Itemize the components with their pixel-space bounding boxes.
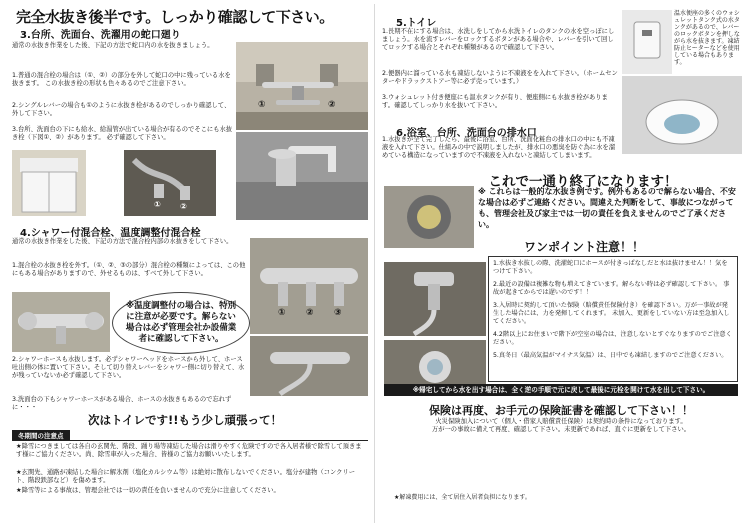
photo-label-6: ②: [306, 308, 314, 318]
photo-label-2: ②: [328, 100, 336, 110]
one-point-heading: ワンポイント注意！！: [523, 240, 644, 254]
one-point-item-5: 5.真冬日（最高気温がマイナス気温）は、日中でも凍結しますのでご注意ください。: [493, 352, 728, 359]
section-6-heading: 6.浴室、台所、洗面台の排水口: [396, 128, 537, 139]
section-4-step-3: 3.洗面台の下もシャワーホースがある場合、ホースの水抜きもあるので忘れずに・・・: [12, 396, 232, 412]
faucet-photo-1: [236, 42, 368, 130]
one-point-item-3: 3.入居時に契約して頂いた保険（賠償責任保険付き）を確認下さい。万が一事故が発生した場合には、力を発揮してくれます。 未加入、更新をしていない方は至急加入してください。: [493, 302, 730, 325]
section-5-step-2: 2.便器内に溜っている水も凍結しないように不凍液をを入れて下さい。（ホームセンターやドラックストアー等に必ず売っています。）: [382, 70, 618, 86]
one-point-item-2: 2.最近の設備は複雑な物も増えてきています。解らない時は必ず確認して下さい。 事故が起きてからでは遅いのです！！: [493, 281, 730, 296]
section-3-step-1: 1.普通の混合栓の場合は（①、②）の部分を外して蛇口の中に残っている水を抜きます。 この水抜き栓の形状も色々あるのでご注意下さい。: [12, 72, 231, 88]
under-sink-valves-image: [124, 150, 216, 216]
photo-label-4: ②: [180, 202, 187, 211]
shower-mixer-image: [12, 292, 110, 352]
main-title: 完全水抜き後半です。しっかり確認して下さい。: [16, 8, 334, 26]
shower-hose-photo: [250, 336, 368, 396]
photo-label-1: ①: [258, 100, 266, 110]
section-4-step-1: 1.混合栓の水抜き栓を外す。（①、②、③の部分）混合栓の種類によっては、この他にもある場合がありますので、外せるものは、すべて外して下さい。: [12, 262, 246, 278]
one-point-item-1: 1.水抜き水抜しの際、洗濯蛇口にホースが付きっぱなしだと水は抜けません！！気をつけて下さい。: [493, 260, 728, 275]
section-5-heading: 5.トイレ: [396, 18, 437, 29]
under-sink-photo: [124, 150, 216, 216]
section-3-step-2: 2.シングルレバーの場合も①のように水抜き栓があるのでしっかり確認して、外して下さい。: [12, 102, 231, 118]
end-warning: ※ これらは一般的な水抜き例です。例外もあるので解らない場合、不安な場合は必ずご連絡ください。間違えた判断をして、事故につながっても、管理会社及び家主では一切の責任を負えませんのでご了承ください。: [478, 187, 736, 229]
mixer-photo-2: [250, 238, 368, 334]
section-3-heading: 3.台所、洗面台、洗濯用の蛇口廻り: [20, 30, 181, 41]
insurance-heading: 保険は再度、お手元の保険証書を確認して下さい！！: [429, 404, 693, 417]
section-3-intro: 通常の水抜き作業をした後、下記の方法で蛇口内の水を抜きましょう。: [12, 42, 214, 49]
photo-label-7: ③: [334, 308, 342, 318]
section-4-step-2: 2.シャワーホースも水抜します。必ずシャワーヘッドをホースから外して、ホース吐出側の体に置いて下さい。そして切り替えレバーをシャワー側に切り替えて、水が残っていないか必ず確認して下さい。: [12, 356, 245, 380]
toilet-side-note: 温水便座の多くのウォシュレットタンク式の水タンクがあるので、レバーのロックボタンを押しながら水を抜きます。凍結防止ヒーターなどを使用している場合もあります。: [674, 10, 740, 66]
winter-notice-item-3: ★降雪等による事故は、管理会社では一切の責任を負いませんので充分に注意してください。: [16, 487, 280, 494]
toilet-bowl-photo: [622, 76, 742, 154]
next-toilet-banner: 次はトイレです!!もう少し頑張って！: [88, 413, 282, 427]
section-6-text: 1.水抜きが全て完了したら、最後に浴室、台所、洗面化粧台の排水口の中にも不凍液を入れて下さい。仕組みの中で説明しましたが、排水口の悪臭を防ぐ為に水を溜めている構造になっていますので不凍液を入れないと凍結してしまいます。: [382, 136, 615, 160]
thermostat-warning-callout: ※温度調整付の場合は、特別に注意が必要です。解らない場合は必ず管理会社か設備業者に確認して下さい。: [112, 292, 250, 354]
winter-notice-item-2: ★玄関先、通路が凍結した場合に解氷剤（塩化カルシウム等）は絶対に散布しないでください。塩分が建物（コンクリート、階段鉄部など）を傷めます。: [16, 469, 356, 485]
toilet-tank-photo: [622, 10, 672, 74]
page-fold-divider: [374, 4, 375, 523]
shower-mixer-photo-1: [12, 292, 110, 352]
left-page: [0, 0, 372, 527]
return-instructions-bar: ※帰宅してから水を出す場合は、全く逆の手順で元に戻して最後に元栓を開けて水を出して下さい。: [384, 384, 738, 396]
drain-photo: [384, 186, 474, 248]
photo-label-3: ①: [154, 200, 161, 209]
shower-hose-image: [250, 336, 368, 396]
wall-faucet-image: [236, 42, 368, 130]
single-lever-faucet-image: [236, 132, 368, 220]
one-point-item-4: 4.2階以上にお住まいで階下が空室の場合は、注意しないとすぐなりますのでご注意ください。: [493, 331, 732, 346]
one-point-list: [488, 256, 738, 382]
section-5-step-3: 3.ウォシュレット付き便座にも温水タンクが有り、便座側にも水抜き栓があります。確認してしっかり水を抜いて下さい。: [382, 94, 608, 110]
washer-faucet-image: [384, 262, 486, 336]
section-4-intro: 通常の水抜き作業をした後、下記の方法で混合栓内部の水抜きをして下さい。: [12, 238, 233, 245]
washer-faucet-photo: [384, 262, 486, 336]
section-4-heading: 4.シャワー付混合栓、温度調整付混合栓: [20, 228, 201, 239]
winter-notice-item-1: ★降雪につきましては各自の玄関先、階段、踊り場等凍結した場合は滑りやすく危険ですので各入居者様で除雪して頂きます様にご協力ください。尚、除雪車が入った場合、皆様のご協力お願いいたします。: [16, 443, 362, 459]
mixer-valves-image: [250, 238, 368, 334]
insurance-line-1: 火災保険加入について（個人・借家人賠償責任保険）は契約時の条件になっております。: [435, 418, 687, 425]
winter-notice-label: 冬期間の注意点: [12, 430, 70, 441]
toilet-bowl-image: [622, 76, 742, 154]
insurance-line-2: 万が一の事故に備えて再度、確認して下さい。未更新であれば、直ぐに更新をして下さい。: [431, 426, 691, 433]
vanity-cabinet-image: [12, 150, 86, 216]
toilet-tank-image: [622, 10, 672, 74]
faucet-photo-2: [236, 132, 368, 220]
footnote: ★解凍費用には、全て居住入居者負担になります。: [394, 494, 531, 501]
section-3-step-3: 3.台所、洗面台の下にも給水、給湯管が出ている場合が有るのでそこにも水抜き栓（下図①、②）があります。 必ず確認して下さい。: [12, 126, 233, 142]
right-page: [378, 0, 745, 527]
photo-label-5: ①: [278, 308, 286, 318]
winter-notice-box: [12, 440, 368, 520]
vanity-photo: [12, 150, 86, 216]
end-heading: これで一通り終了になります！: [488, 174, 678, 190]
section-5-step-1: 1.長期不在にする場合は、水洗しをしてから水洗トイレのタンクの水を空っぽにしましょう。水を流すレバーをロックするボタンがある場合や、レバーを引いて回してロックする場合とそれぞれ種類があるので確認して下さい。: [382, 28, 615, 52]
drain-image: [384, 186, 474, 248]
